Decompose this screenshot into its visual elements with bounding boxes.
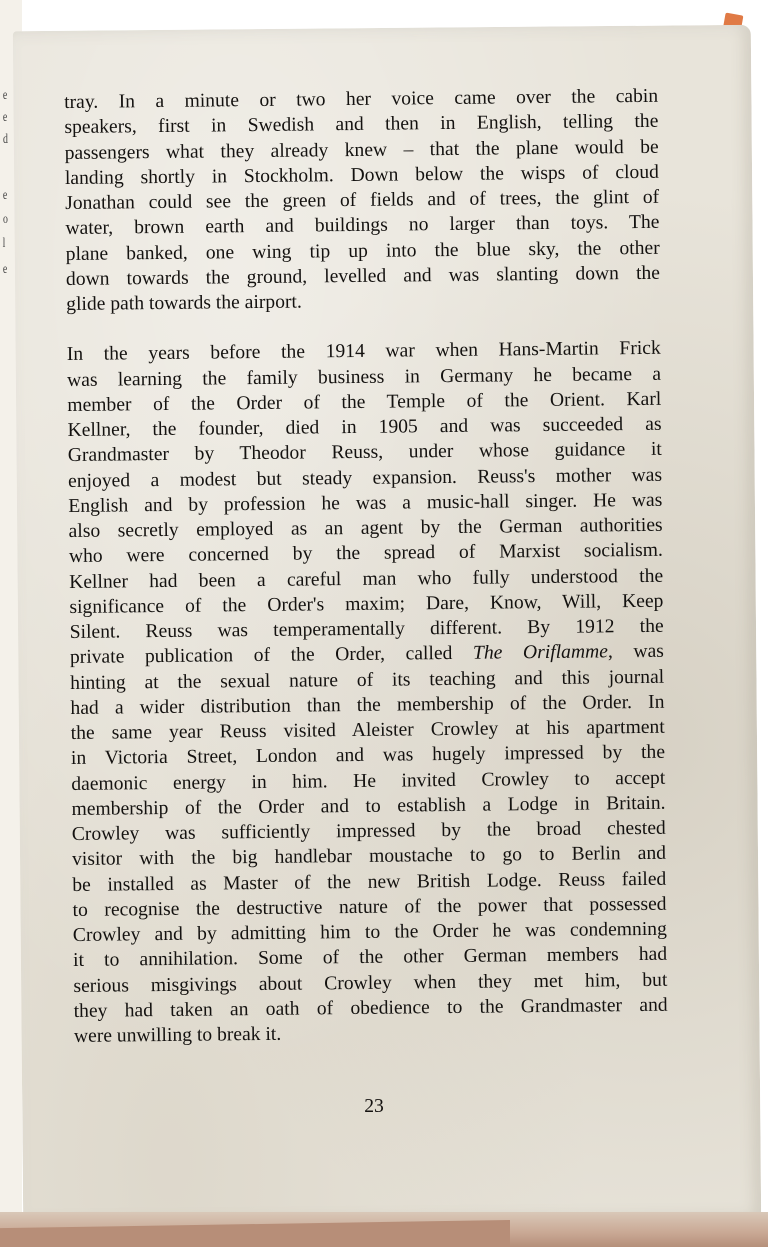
- journal-title: The Oriflamme: [472, 641, 609, 664]
- text-line: be installed as Master of the new British Lodge. Reuss failed: [72, 868, 667, 896]
- margin-fragment: e: [2, 262, 8, 277]
- paragraph-2: [67, 336, 668, 1049]
- text-line: In the years before the 1914 war when Hans-Martin Frick: [66, 338, 661, 366]
- text-line: Grandmaster by Theodor Reuss, under whose guidance it: [67, 439, 662, 467]
- text-line: enjoyed a modest but steady expansion. Reuss's mother was: [67, 464, 663, 492]
- text-line: Kellner, the founder, died in 1905 and was succeeded as: [67, 413, 662, 441]
- text-line: Jonathan could see the green of fields and of trees, the glint of: [65, 186, 660, 214]
- text-line: they had taken an oath of obedience to the Grandmaster and: [73, 994, 668, 1022]
- margin-fragment: o: [3, 212, 8, 227]
- text-line: hinting at the sexual nature of its teaching and this journal: [70, 666, 665, 694]
- text-line: were unwilling to break it.: [73, 1023, 282, 1047]
- margin-fragment: l: [2, 236, 6, 251]
- text-line: landing shortly in Stockholm. Down below the wisps of cloud: [64, 161, 660, 189]
- text-line: passengers what they already knew – that the plane would be: [64, 136, 659, 164]
- text-line: membership of the Order and to establish a Lodge in Britain.: [71, 792, 666, 820]
- text-line: Silent. Reuss was temperamentally different. By 1912 the: [69, 615, 664, 643]
- text-line: it to annihilation. Some of the other German members had: [73, 943, 668, 972]
- text-line: daemonic energy in him. He invited Crowley to accept: [71, 767, 666, 795]
- page-body: [64, 84, 668, 1049]
- text-line: to recognise the destructive nature of the power that possessed: [72, 893, 667, 921]
- text-fragment: private publication of the Order, called: [69, 642, 474, 669]
- text-line: significance of the Order's maxim; Dare, Know, Will, Keep: [69, 590, 664, 618]
- margin-fragment: d: [3, 132, 8, 147]
- text-line: in Victoria Street, London and was hugely impressed by the: [70, 741, 666, 770]
- text-line: Kellner had been a careful man who fully understood the: [69, 565, 664, 593]
- text-line: down towards the ground, levelled and was slanting down the: [65, 262, 661, 290]
- text-line: visitor with the big handlebar moustache to go to Berlin and: [71, 842, 667, 871]
- text-line: had a wider distribution than the membership of the Order. In: [70, 691, 665, 719]
- margin-fragment: e: [2, 88, 8, 103]
- page-number: 23: [364, 1096, 384, 1117]
- text-line: Crowley was sufficiently impressed by the broad chested: [71, 817, 666, 845]
- text-line: serious misgivings about Crowley when they met him, but: [73, 969, 668, 997]
- text-line: water, brown earth and buildings no larger than toys. The: [65, 212, 660, 240]
- margin-fragment: e: [2, 188, 8, 203]
- text-line: Crowley and by admitting him to the Order he was condemning: [72, 918, 667, 946]
- text-line: tray. In a minute or two her voice came over the cabin: [64, 85, 659, 113]
- text-line: was learning the family business in Germany he became a: [66, 363, 662, 391]
- paragraph-1: [64, 84, 660, 317]
- text-line: glide path towards the airport.: [66, 291, 302, 315]
- text-line: plane banked, one wing tip up into the blue sky, the other: [65, 237, 660, 265]
- text-line: English and by profession he was a music-hall singer. He was: [68, 489, 663, 517]
- text-line: who were concerned by the spread of Marxist socialism.: [68, 540, 663, 568]
- text-line: also secretly employed as an agent by the German authorities: [68, 514, 663, 542]
- text-fragment: , was: [607, 640, 664, 663]
- text-line: member of the Order of the Temple of the Orient. Karl: [67, 388, 662, 416]
- text-line: speakers, first in Swedish and then in English, telling the: [64, 111, 659, 139]
- margin-fragment: e: [2, 110, 8, 125]
- text-line: the same year Reuss visited Aleister Crowley at his apartment: [70, 716, 665, 744]
